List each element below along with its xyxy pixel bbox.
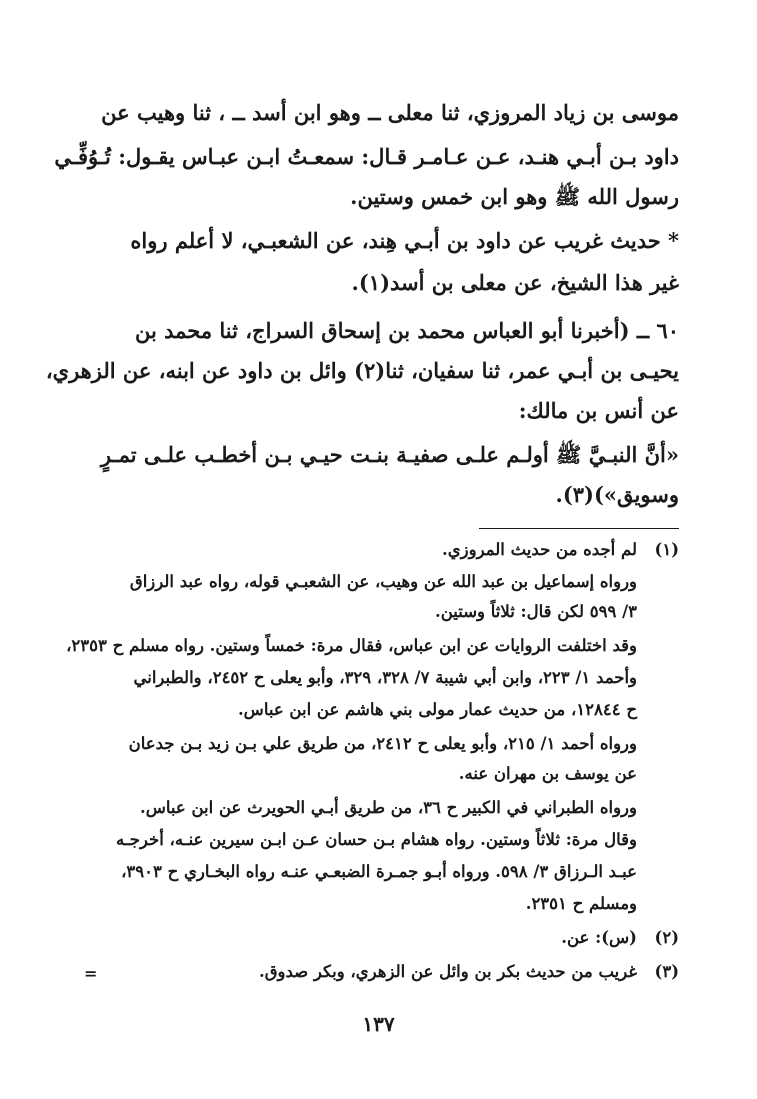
footnote-number: (٢) bbox=[654, 928, 679, 947]
footnote-line: عبـد الـرزاق ٣/ ٥٩٨. ورواه أبـو جمـرة الضبعـي عنـه رواه البخـاري ح ٣٩٠٣، bbox=[121, 862, 637, 881]
footnote-line: ورواه الطبراني في الكبير ح ٣٦، من طريق أبـي الحويرث عن ابن عباس. bbox=[139, 798, 637, 817]
main-text-line: * حديث غريب عن داود بن أبـي هِند، عن الشعبـي، لا أعلم رواه bbox=[130, 228, 679, 253]
main-text-line: داود بـن أبـي هنـد، عـن عـامـر قـال: سمعـتُ ابـن عبـاس يقـول: تُـوُفِّـي bbox=[54, 144, 679, 169]
footnote-line: (س): عن. bbox=[561, 928, 637, 947]
main-text-line: غير هذا الشيخ، عن معلى بن أسد(١). bbox=[351, 270, 679, 295]
footnote-separator bbox=[479, 528, 679, 529]
main-text-line: يحيـى بن أبـي عمر، ثنا سفيان، ثنا(٢) وائل بن داود عن ابنه، عن الزهري، bbox=[45, 358, 679, 383]
main-text-line: ٦٠ ــ (أخبرنا أبو العباس محمد بن إسحاق السراج، ثنا محمد بن bbox=[134, 318, 679, 343]
continuation-mark: = bbox=[84, 964, 98, 983]
footnote-line: غريب من حديث بكر بن وائل عن الزهري، وبكر صدوق. bbox=[258, 962, 637, 981]
footnote-line: ومسلم ح ٢٣٥١. bbox=[525, 894, 637, 913]
main-text-line: وسويق»)(٣). bbox=[555, 482, 679, 507]
footnote-line: وقال مرة: ثلاثاً وستين. رواه هشام بـن حسان عـن ابـن سيرين عنـه، أخرجـه bbox=[116, 830, 637, 849]
footnote-number: (١) bbox=[654, 540, 679, 559]
page-number: ١٣٧ bbox=[362, 1012, 395, 1036]
footnote-line: ورواه أحمد ١/ ٢١٥، وأبو يعلى ح ٢٤١٢، من طريق علي بـن زيد بـن جدعان bbox=[128, 734, 637, 753]
footnote-number: (٣) bbox=[654, 962, 679, 981]
footnote-line: ح ١٢٨٤٤، من حديث عمار مولى بني هاشم عن ابن عباس. bbox=[237, 700, 637, 719]
footnote-line: ٣/ ٥٩٩ لكن قال: ثلاثاً وستين. bbox=[434, 602, 637, 621]
main-text-line: عن أنس بن مالك: bbox=[518, 398, 679, 423]
footnote-line: وقد اختلفت الروايات عن ابن عباس، فقال مرة: خمساً وستين. رواه مسلم ح ٢٣٥٣، bbox=[66, 636, 637, 655]
footnote-line: لم أجده من حديث المروزي. bbox=[442, 540, 637, 559]
main-text-line: «أنَّ النبـيَّ ﷺ أولـم علـى صفيـة بنـت حيـي بـن أخطـب علـى تمـرٍ bbox=[100, 442, 679, 467]
footnote-line: ورواه إسماعيل بن عبد الله عن وهيب، عن الشعبـي قوله، رواه عبد الرزاق bbox=[129, 572, 637, 591]
footnote-line: وأحمد ١/ ٢٢٣، وابن أبي شيبة ٧/ ٣٢٨، ٣٢٩، وأبو يعلى ح ٢٤٥٢، والطبراني bbox=[133, 668, 637, 687]
footnote-line: عن يوسف بن مهران عنه. bbox=[458, 764, 637, 783]
main-text-line: موسى بن زياد المروزي، ثنا معلى ــ وهو ابن أسد ــ ، ثنا وهيب عن bbox=[101, 100, 679, 125]
main-text-line: رسول الله ﷺ وهو ابن خمس وستين. bbox=[350, 184, 679, 209]
